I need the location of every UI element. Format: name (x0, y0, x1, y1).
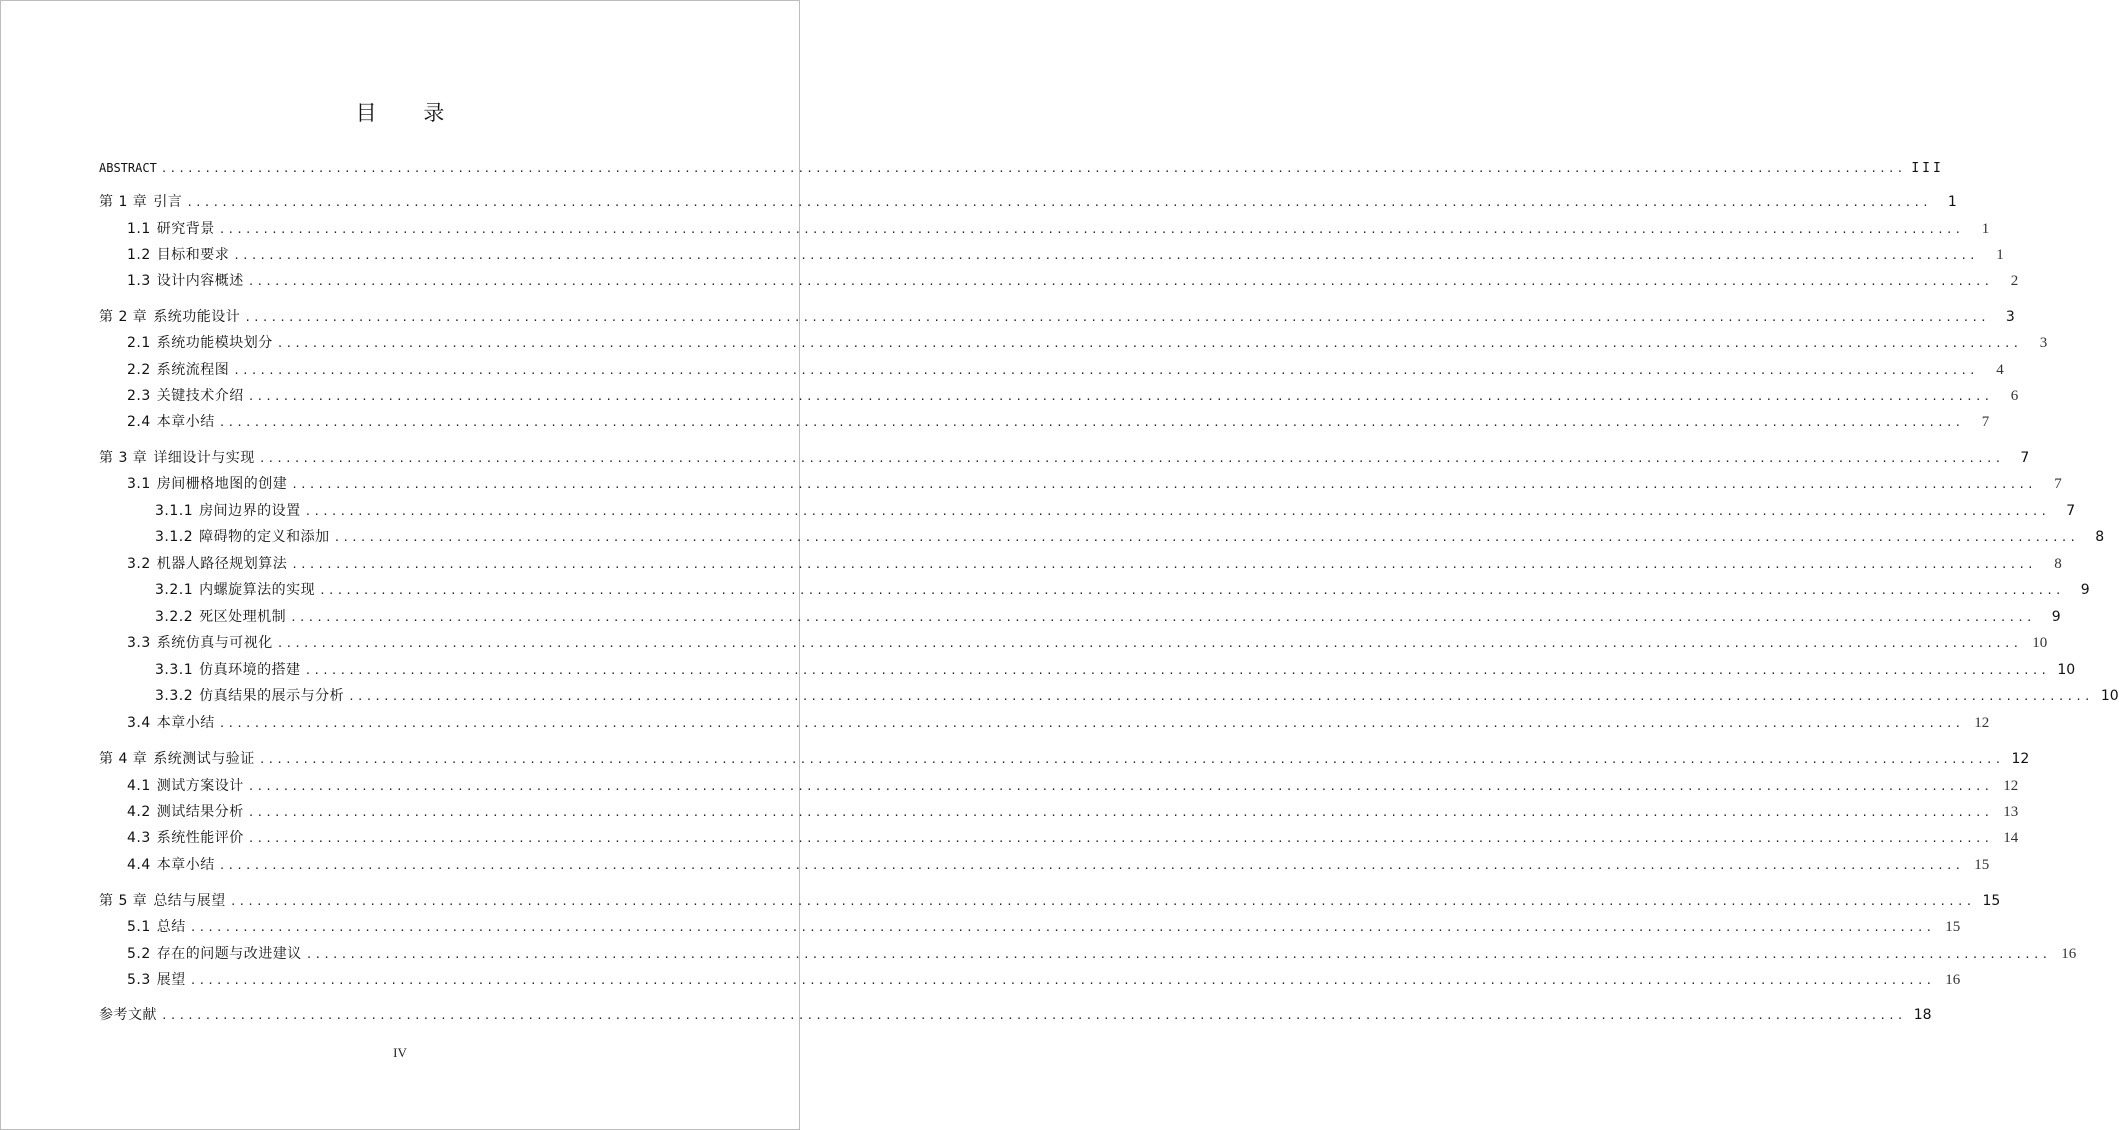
toc-entry[interactable] (127, 412, 1990, 433)
toc-entry-page: 10 (2100, 688, 2119, 704)
toc-entry-number: 4.3 (127, 830, 151, 846)
toc-entry[interactable] (99, 307, 2015, 328)
toc-dot-leader: ........................................................................................................................................................................................................ (244, 311, 1989, 324)
toc-dot-leader: ........................................................................................................................................................................................................ (189, 921, 1935, 934)
toc-entry-label (127, 776, 244, 796)
toc-entry-page: 7 (2054, 476, 2062, 492)
toc-entry[interactable] (127, 713, 1990, 734)
toc-entry-number: 4.2 (127, 804, 151, 820)
toc-entry-page: 7 (1981, 414, 1990, 430)
toc-entry-text: 系统仿真与可视化 (156, 635, 273, 651)
toc-entry-page: 8 (2095, 529, 2105, 545)
toc-entry-number: 3.1.1 (155, 503, 194, 519)
toc-entry-label (99, 448, 255, 468)
toc-entry[interactable] (155, 527, 2105, 548)
toc-entry-label (155, 660, 301, 680)
toc-entry[interactable] (127, 917, 1961, 938)
toc-entry-label (99, 192, 182, 212)
toc-entry[interactable] (155, 501, 2076, 522)
toc-entry-page: 10 (2032, 635, 2048, 651)
toc-entry-label (99, 1005, 157, 1025)
toc-dot-leader: ........................................................................................................................................................................................................ (304, 505, 2050, 518)
toc-entry-number: 第 5 章 (99, 893, 148, 909)
toc-entry-number: 3.2.2 (155, 609, 194, 625)
toc-entry-page: 15 (1982, 893, 2001, 909)
toc-entry-text: 机器人路径规划算法 (156, 556, 288, 572)
toc-entry-number: 1.3 (127, 273, 151, 289)
toc-dot-leader: ........................................................................................................................................................................................................ (258, 753, 2004, 766)
toc-entry-page: 9 (2080, 582, 2090, 598)
toc-entry-text: 总结与展望 (153, 893, 226, 909)
toc-entry-label (127, 360, 229, 380)
toc-entry-label (127, 944, 302, 964)
toc-dot-leader: ........................................................................................................................................................................................................ (161, 1009, 1906, 1022)
toc-dot-leader: ........................................................................................................................................................................................................ (233, 249, 1978, 262)
toc-dot-leader: ........................................................................................................................................................................................................ (247, 780, 1993, 793)
toc-entry-page: 14 (2003, 830, 2019, 846)
toc-entry-number: 2.1 (127, 335, 151, 351)
toc-entry-text: 房间边界的设置 (199, 503, 301, 519)
toc-entry-label (127, 474, 287, 494)
toc-entry[interactable] (127, 554, 2062, 575)
toc-entry-number: 3.3 (127, 635, 151, 651)
toc-dot-leader: ........................................................................................................................................................................................................ (319, 584, 2064, 597)
toc-entry-number: 2.3 (127, 388, 151, 404)
toc-entry-label (127, 386, 244, 406)
toc-entry-page: 4 (1996, 362, 2004, 378)
toc-entry-label (99, 307, 240, 327)
toc-dot-leader: ........................................................................................................................................................................................................ (229, 895, 1975, 908)
toc-entry[interactable] (99, 158, 1944, 179)
toc-entry[interactable] (127, 333, 2048, 354)
toc-entry-label (127, 412, 215, 432)
toc-entry-page: 12 (2011, 751, 2030, 767)
toc-entry-text: 关键技术介绍 (156, 388, 244, 404)
toc-entry-text: 本章小结 (156, 715, 215, 731)
toc-entry-page: 2 (2010, 273, 2019, 289)
toc-entry[interactable] (127, 970, 1961, 991)
toc-entry[interactable] (127, 802, 2019, 823)
toc-entry-text: 死区处理机制 (199, 609, 287, 625)
toc-entry-number: 5.2 (127, 946, 151, 962)
toc-entry-page: 16 (2061, 946, 2077, 962)
toc-dot-leader: ........................................................................................................................................................................................................ (218, 223, 1964, 236)
toc-entry-text: 存在的问题与改进建议 (156, 946, 302, 962)
toc-entry-number: 2.2 (127, 362, 151, 378)
toc-entry-label (99, 891, 226, 911)
toc-entry[interactable] (99, 192, 1957, 213)
toc-entry[interactable] (127, 633, 2048, 654)
toc-entry-number: 1.2 (127, 247, 151, 263)
toc-entry[interactable] (127, 271, 2019, 292)
toc-entry-page: 15 (1945, 919, 1961, 935)
toc-entry-label (99, 158, 157, 178)
toc-entry[interactable] (155, 607, 2061, 628)
toc-entry-label (155, 580, 315, 600)
toc-entry[interactable] (127, 474, 2062, 495)
toc-entry-text: 参考文献 (99, 1007, 157, 1023)
toc-entry-label (127, 855, 215, 875)
toc-entry-page: 8 (2054, 556, 2062, 572)
toc-entry[interactable] (99, 448, 2030, 469)
toc-entry[interactable] (127, 245, 2004, 266)
toc-entry-page: 15 (1974, 857, 1990, 873)
toc-entry[interactable] (99, 1005, 1932, 1026)
toc-dot-leader: ........................................................................................................................................................................................................ (218, 416, 1964, 429)
toc-entry-page: 1 (1981, 221, 1990, 237)
toc-dot-leader: ........................................................................................................................................................................................................ (304, 664, 2050, 677)
toc-dot-leader: ........................................................................................................................................................................................................ (247, 806, 1993, 819)
toc-dot-leader: ........................................................................................................................................................................................................ (247, 390, 1993, 403)
toc-entry-label (155, 527, 330, 547)
toc-entry[interactable] (155, 660, 2076, 681)
toc-entry-text: 房间栅格地图的创建 (156, 476, 288, 492)
toc-entry-page: 16 (1945, 972, 1961, 988)
toc-dot-leader: ........................................................................................................................................................................................................ (258, 452, 2004, 465)
toc-entry-number: 3.2 (127, 556, 151, 572)
toc-entry-page: 10 (2057, 662, 2076, 678)
toc-entry-label (155, 501, 301, 521)
toc-entry-text: 系统性能评价 (156, 830, 244, 846)
toc-dot-leader: ........................................................................................................................................................................................................ (348, 690, 2093, 703)
toc-entry-label (155, 686, 344, 706)
toc-entry[interactable] (155, 686, 2119, 707)
toc-dot-leader: ........................................................................................................................................................................................................ (233, 364, 1978, 377)
toc-entry-text: 仿真环境的搭建 (199, 662, 301, 678)
toc-entry-text: 系统测试与验证 (153, 751, 255, 767)
toc-entry-number: 5.3 (127, 972, 151, 988)
toc-entry-number: 3.3.2 (155, 688, 194, 704)
toc-dot-leader: ........................................................................................................................................................................................................ (276, 337, 2022, 350)
toc-entry-number: 第 2 章 (99, 309, 148, 325)
page-title: 目 录 (355, 101, 465, 125)
toc-dot-leader: ........................................................................................................................................................................................................ (276, 637, 2022, 650)
toc-entry-label (127, 271, 244, 291)
toc-entry-number: 3.1.2 (155, 529, 194, 545)
toc-entry-number: 第 3 章 (99, 450, 148, 466)
toc-entry-text: 总结 (156, 919, 186, 935)
toc-dot-leader: ........................................................................................................................................................................................................ (189, 974, 1935, 987)
toc-entry-text: 展望 (156, 972, 186, 988)
toc-entry-number: 3.3.1 (155, 662, 194, 678)
toc-entry-number: 4.4 (127, 857, 151, 873)
toc-entry-label (127, 554, 287, 574)
toc-entry-page: 3 (2005, 309, 2015, 325)
toc-entry-text: 研究背景 (156, 221, 215, 237)
toc-entry-text: 目标和要求 (156, 247, 230, 263)
toc-entry-text: 引言 (153, 194, 183, 210)
toc-entry-text: 本章小结 (156, 857, 215, 873)
toc-entry-page: 12 (1974, 715, 1990, 731)
toc-dot-leader: ........................................................................................................................................................................................................ (218, 859, 1964, 872)
toc-entry-text: 设计内容概述 (156, 273, 244, 289)
toc-entry-text: 系统功能设计 (153, 309, 241, 325)
toc-entry-label (127, 633, 273, 653)
toc-entry-page: 12 (2003, 778, 2019, 794)
toc-entry-page: 1 (1996, 247, 2004, 263)
toc-entry-text: 测试方案设计 (156, 778, 244, 794)
toc-entry-label (127, 713, 215, 733)
toc-entry-number: 3.1 (127, 476, 151, 492)
toc-entry-number: 1.1 (127, 221, 151, 237)
toc-entry-number: 第 1 章 (99, 194, 148, 210)
toc-entry-label (127, 917, 186, 937)
toc-entry[interactable] (127, 360, 2004, 381)
toc-entry-page: 3 (2039, 335, 2048, 351)
toc-entry-text: 系统流程图 (156, 362, 230, 378)
toc-entry-number: 3.4 (127, 715, 151, 731)
page-number-footer: IV (393, 1045, 407, 1060)
toc-entry[interactable] (99, 891, 2001, 912)
toc-entry-number: 5.1 (127, 919, 151, 935)
toc-entry-label (99, 749, 255, 769)
toc-entry-page: 7 (2020, 450, 2030, 466)
toc-entry-number: 4.1 (127, 778, 151, 794)
toc-entry-page: 7 (2066, 503, 2076, 519)
toc-dot-leader: ........................................................................................................................................................................................................ (218, 717, 1964, 730)
toc-entry-label (127, 828, 244, 848)
toc-entry-text: ABSTRACT (99, 161, 157, 175)
toc-entry[interactable] (127, 776, 2019, 797)
toc-dot-leader: ........................................................................................................................................................................................................ (186, 196, 1931, 209)
toc-entry-text: 测试结果分析 (156, 804, 244, 820)
toc-entry-text: 仿真结果的展示与分析 (199, 688, 345, 704)
toc-dot-leader: ........................................................................................................................................................................................................ (333, 531, 2079, 544)
toc-entry-page: 9 (2051, 609, 2061, 625)
toc-entry-text: 系统功能模块划分 (156, 335, 273, 351)
toc-entry-page: 18 (1913, 1007, 1932, 1023)
toc-entry-label (127, 970, 186, 990)
toc-entry-label (155, 607, 286, 627)
toc-entry-page: 6 (2010, 388, 2019, 404)
toc-entry-label (127, 219, 215, 239)
toc-entry-label (127, 802, 244, 822)
toc-entry-text: 本章小结 (156, 414, 215, 430)
toc-entry-page: III (1911, 161, 1944, 176)
toc-entry-number: 2.4 (127, 414, 151, 430)
toc-dot-leader: ........................................................................................................................................................................................................ (305, 948, 2051, 961)
toc-entry-text: 障碍物的定义和添加 (199, 529, 330, 545)
toc-dot-leader: ........................................................................................................................................................................................................ (290, 611, 2035, 624)
toc-entry-number: 第 4 章 (99, 751, 148, 767)
toc-dot-leader: ........................................................................................................................................................................................................ (291, 558, 2036, 571)
toc-entry-page: 13 (2003, 804, 2019, 820)
toc-dot-leader: ........................................................................................................................................................................................................ (247, 275, 1993, 288)
toc-entry[interactable] (127, 219, 1990, 240)
toc-entry[interactable] (155, 580, 2090, 601)
toc-entry-label (127, 245, 229, 265)
toc-entry[interactable] (127, 828, 2019, 849)
toc-dot-leader: ........................................................................................................................................................................................................ (247, 832, 1993, 845)
toc-dot-leader: ........................................................................................................................................................................................................ (160, 162, 1906, 175)
toc-entry-page: 1 (1947, 194, 1957, 210)
toc-entry[interactable] (99, 749, 2030, 770)
toc-entry[interactable] (127, 386, 2019, 407)
toc-entry-label (127, 333, 273, 353)
toc-entry[interactable] (127, 944, 2077, 965)
toc-entry-text: 详细设计与实现 (153, 450, 255, 466)
toc-entry[interactable] (127, 855, 1990, 876)
toc-dot-leader: ........................................................................................................................................................................................................ (291, 478, 2036, 491)
toc-entry-text: 内螺旋算法的实现 (199, 582, 316, 598)
toc-entry-number: 3.2.1 (155, 582, 194, 598)
